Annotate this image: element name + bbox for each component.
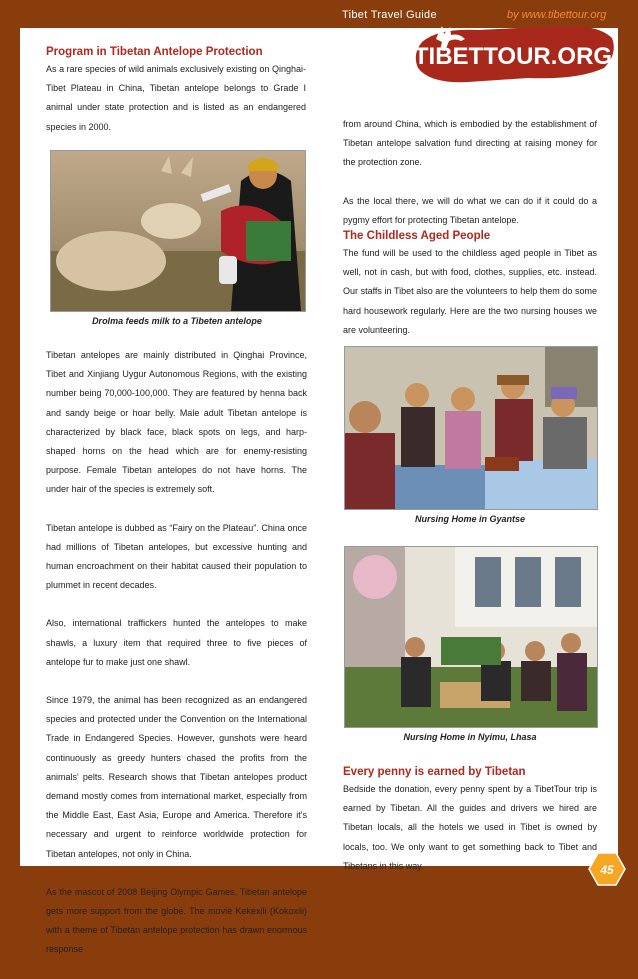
left-column-body: [46, 346, 307, 979]
page-number-badge: [588, 852, 626, 886]
site-byline[interactable]: by www.tibettour.org: [507, 9, 607, 21]
childless-section: [343, 228, 597, 359]
tibettour-logo[interactable]: [408, 20, 618, 86]
distribution-paragraph: Tibetan antelopes are mainly distributed in Qinghai Province, Tibet and Xinjiang Uygur Autonomous Regions, with the existing number being 70,000-100,000. They are featured by henna back and sandy beige or hoar belly. Male adult Tibetan antelope is characterized by black face, black spots on legs, and harp-shaped horns on the head which are for enemy-resisting purpose. Female Tibetan antelopes do not have horns. The under hair of the species is extremely soft.: [46, 350, 307, 495]
logo-text: TIBETTOUR.ORG: [413, 43, 613, 70]
fund-continuation-paragraph: from around China, which is embodied by the establishment of Tibetan antelope salvation fund directing at raising money for the protection zone.: [343, 119, 597, 168]
gyantse-caption: Nursing Home in Gyantse: [414, 514, 526, 524]
antelope-photo-caption: Drolma feeds milk to a Tibeten antelope: [92, 316, 262, 326]
local-effort-paragraph: As the local there, we will do what we can do if it could do a pygmy effort for protecting Tibetan antelope.: [343, 195, 597, 225]
penny-section: [343, 764, 597, 895]
antelope-feeding-photo: [50, 150, 306, 312]
protection-paragraph: Since 1979, the animal has been recognized as an endangered species and protected under the Convention on the International Trade in Endangered Species. However, gunshots were heard continuously as greedy hunters chased the profits from the animals' pelts. Research shows that Tibetan antelopes product demand mostly comes from international market, especially from the Middle East, East Asia, Europe and America. Therefore it's necessary and urgent to reinforce worldwide protection for Tibetan antelopes, not only in China.: [46, 695, 307, 859]
left-column-top: [46, 44, 306, 156]
childless-heading: The Childless Aged People: [343, 230, 491, 242]
intro-paragraph: As a rare species of wild animals exclusively existing on Qinghai-Tibet Plateau in China, Tibetan antelope belongs to Grade I animal under state protection and is listed as an endangered species in 2000.: [46, 64, 306, 132]
gyantse-nursing-home-photo: [344, 346, 598, 510]
penny-paragraph: Bedside the donation, every penny spent by a TibetTour trip is earned by Tibetan. All the guides and drivers we hired are Tibetan locals, all the hotels we used in Tibet is owned by locals, too. We only want to get something back to Tibet and Tibetans in this way.: [343, 784, 597, 871]
childless-paragraph: The fund will be used to the childless aged people in Tibet as well, not in cash, but with food, clothes, supplies, etc. instead. Our staffs in Tibet also are the volunteers to help them do some hard housework regularly. Here are the two nursing houses we are volunteering.: [343, 248, 597, 335]
traffickers-paragraph: Also, international traffickers hunted the antelopes to make shawls, a luxury item that required three to five pieces of antelope fur to make just one shawl.: [46, 618, 307, 667]
olympics-paragraph: As the mascot of 2008 Beijing Olympic Games, Tibetan antelope gets more support from the globe. The movie Kekexili (Kokoxili) with a theme of Tibetan antelope protection has drawn enormous response: [46, 886, 307, 955]
page-number: 45: [600, 863, 614, 877]
nyimu-nursing-home-photo: [344, 546, 598, 728]
antelope-program-heading: Program in Tibetan Antelope Protection: [46, 46, 263, 58]
every-penny-heading: Every penny is earned by Tibetan: [343, 766, 526, 778]
guide-title: Tibet Travel Guide: [342, 9, 437, 21]
nyimu-caption: Nursing Home in Nyimu, Lhasa: [403, 732, 537, 742]
fairy-paragraph: Tibetan antelope is dubbed as “Fairy on the Plateau”. China once had millions of Tibetan antelopes, but excessive hunting and human encroachment on their habitat caused their population to plummet in recent decades.: [46, 522, 307, 591]
